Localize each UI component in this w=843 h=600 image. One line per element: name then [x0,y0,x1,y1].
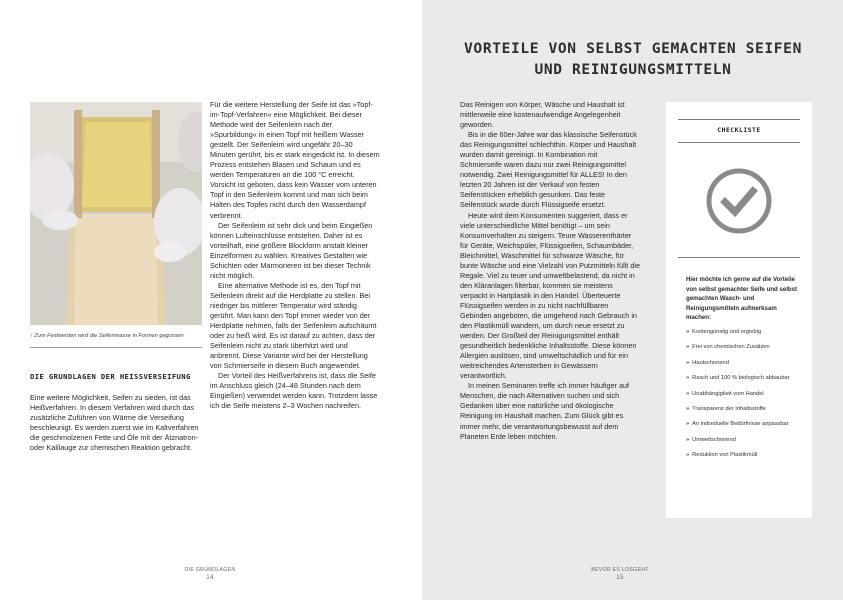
checklist-heading-rule [678,142,800,143]
photo-caption: ↑ Zum Festwerden wird die Seifenmasse in Formen gegossen [30,333,184,339]
paragraph: Der Seifenleim ist sehr dick und beim Eingießen können Lufteinschlüsse entstehen. Daher ist es vorteilhaft, eine größere Blockform anstatt kleiner Einzelformen zu wählen. Kreatives Gestalten wie Schichten oder Marmorieren ist bei dieser Technik nicht möglich. [210,220,373,280]
soap-mold-photo [30,102,202,325]
page-title: VORTEILE VON SELBST GEMACHTEN SEIFEN UND REINIGUNGSMITTELN [464,40,802,78]
paragraph: Eine alternative Methode ist es, den Topf mit Seifenleim direkt auf die Herdplatte zu stellen. Bei niedriger bis mittlerer Temperatur wird ständig gerührt. Man kann den Topf immer wieder von der Herdplatte nehmen, falls der Seifenleim aufschäumt oder zu heiß wird. Es ist darauf zu achten, dass der Seifenleim nicht zu stark überhitzt wird und anbrennt. Diese Variante wird bei der Herstellung von Schmierseife in diesem Buch angewendet. [210,280,377,371]
paragraph: Das Reinigen von Körper, Wäsche und Haushalt ist mittlerweile eine kostenaufwendige Angelegenheit geworden. [460,100,625,130]
list-item: » Umweltschonend [686,436,736,443]
checklist-intro: Hier möchte ich gerne auf die Vorteile von selbst gemachter Seife und selbst gemachten Wasch- und Reinigungsmitteln aufmerksam machen: [686,276,798,322]
paragraph: In meinen Seminaren treffe ich immer häufiger auf Menschen, die nach Alternativen suchen und sich Gedanken über eine natürliche und ökologische Reinigung im Haushalt machen. Zum Glück gibt es immer mehr, die verantwortungsbewusst auf dem Planeten Erde leben möchten. [460,381,630,441]
folio-label: BEVOR ES LOSGEHT [591,567,649,573]
text-column-c [460,100,640,442]
list-item: » Transparenz der Inhaltsstoffe [686,405,766,412]
caption-divider [30,347,202,348]
text-column-b [210,100,380,411]
page-number: 14 [206,574,214,581]
folio-label: DIE GRUNDLAGEN [184,567,236,573]
checklist-items [686,328,802,467]
list-item: » Unabhängigkeit vom Handel [686,390,764,397]
checklist-heading: CHECKLISTE [717,126,761,134]
list-item: » Hautschonend [686,359,729,366]
section-heading: DIE GRUNDLAGEN DER HEISSVERSEIFUNG [30,372,191,381]
list-item: » An individuelle Bedürfnisse anpassbar [686,421,789,428]
checklist-top-rule [678,119,800,120]
paragraph: Der Vorteil des Heißverfahrens ist, dass die Seife im Anschluss gleich (24–48 Stunden nach dem Eingießen) verwendet werden kann. Trotzdem lasse ich die Seife meistens 2–3 Wochen nachreifen. [210,371,378,411]
soap-mold-illustration [30,102,202,325]
right-folio [580,567,660,581]
paragraph: Für die weitere Herstellung der Seife ist das »Topf-im-Topf-Verfahren« eine Möglichkeit. Bei dieser Methode wird der Seifenleim nach der »Spurbildung« in einen Topf mit heißem Wasser gestellt. Der Seifenleim wird ungefähr 20–30 Minuten gerührt, bis er stark eingedickt ist. In diesem Prozess entstehen Blasen und Schaum und es werden Temperaturen an die 100 °C erreicht. Vorsicht ist geboten, dass kein Wasser vom unteren Topf in den Seifenleim kommt und man sich beim Halten des Topfes nicht durch den Wasserdampf verbrennt. [210,100,380,220]
list-item: » Frei von chemischen Zusätzen [686,344,770,351]
caption-arrow-icon: ↑ [30,333,33,339]
list-item: » Reduktion von Plastikmüll [686,452,758,459]
text-column-a [30,393,200,453]
list-item: » Kostengünstig und ergiebig [686,329,762,335]
left-folio [170,567,250,581]
page-number: 15 [616,574,624,581]
list-item: » Rasch und 100 % biologisch abbaubar [686,375,790,382]
checklist-icon-rule [678,257,800,258]
paragraph: Heute wird dem Konsumenten suggeriert, dass er viele unterschiedliche Mittel benötigt – um sein Konsumverhalten zu steigern. Teure Wasserenthärter für Geräte, Weichspüler, Flüssigseifen, Schaumbäder, Bleichmittel, Waschmittel für schwarze Wäsche, für bunte Wäsche und eine Vielzahl von Putzmitteln füllt die Regale. Viel zu teuer und umweltbelastend, da nicht in den Kläranlagen filterbar, kommen sie meistens verpackt in Hartplastik in den Handel. Überteuerte Flüssigseifen werden in zu nicht nachfüllbaren Gebinden angeboten, die umgehend nach Gebrauch in den Plastikmüll wandern, um durch neue ersetzt zu werden. Der Großteil der Reinigungsmittel enthält gesundheitlich bedenkliche Inhaltsstoffe. Diese können Allergien auslösen, sind umweltschädlich und für ein weitreichendes Artensterben in Gewässern verantwortlich. [460,210,641,381]
paragraph: Bis in die 60er-Jahre war das klassische Seifenstück das Reinigungsmittel schlechthin. Körper und Haushalt wurden damit gereinigt. In Kombination mit Schmierseife waren dazu nur zwei Reinigungsmittel notwendig. Zwei Reinigungsmittel für ALLES! In den letzten 20 Jahren ist der Verkauf von festen Seifenstücken erheblich gesunken. Das feste Seifenstück wurde durch Flüssigseife ersetzt. [460,130,637,210]
checkmark-circle-icon [705,167,773,235]
paragraph: Eine weitere Möglichkeit, Seifen zu sieden, ist das Heißverfahren. In diesem Verfahren wird durch das zusätzliche Zuführen von Wärme die Verseifung beschleunigt. Es werden zuerst wie im Kaltverfahren die geschmolzenen Fette und Öle mit der Ätznatron- oder Kalilauge zur chemischen Reaktion gebracht. [30,393,199,453]
